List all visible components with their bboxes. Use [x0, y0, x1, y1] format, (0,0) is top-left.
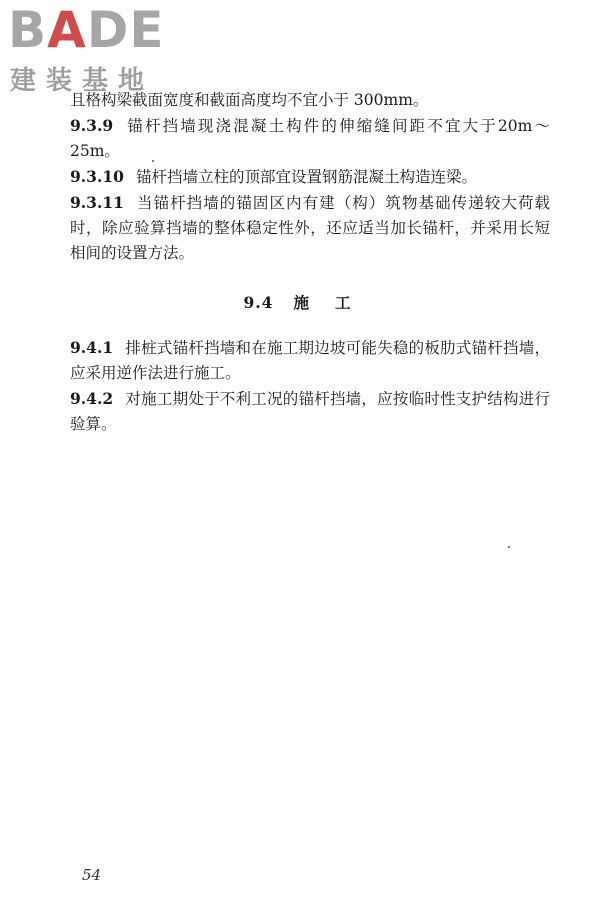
clause-number: 9.3.11 [70, 193, 124, 212]
watermark-brand-accent: A [47, 1, 87, 59]
clause-text: 锚杆挡墙立柱的顶部宜设置钢筋混凝土构造连梁。 [135, 168, 477, 186]
clause-number: 9.3.9 [70, 116, 114, 135]
scan-speck [152, 160, 154, 162]
section-number: 9.4 [243, 293, 274, 312]
watermark-brand [8, 2, 165, 58]
clause-number: 9.4.2 [70, 389, 114, 408]
page-number: 54 [82, 866, 102, 884]
section-title: 施工 [293, 293, 377, 312]
clause-9-4-2 [70, 386, 550, 437]
clause-text: 对施工期处于不利工况的锚杆挡墙，应按临时性支护结构进行验算。 [70, 390, 550, 433]
clause-number: 9.4.1 [70, 338, 114, 357]
clause-9-3-11 [70, 190, 550, 266]
paragraph-continuation: 且格构梁截面宽度和截面高度均不宜小于 300mm。 [70, 91, 429, 109]
clause-text: 锚杆挡墙现浇混凝土构件的伸缩缝间距不宜大于20m～25m。 [70, 117, 550, 160]
watermark-brand-prefix: B [8, 1, 48, 59]
watermark-subtitle: 建装基地 [10, 66, 155, 96]
clause-9-3-10 [70, 164, 550, 190]
watermark-brand-suffix: DE [86, 1, 165, 59]
clause-text: 排桩式锚杆挡墙和在施工期边坡可能失稳的板肋式锚杆挡墙，应采用逆作法进行施工。 [70, 339, 550, 382]
document-body [70, 88, 550, 437]
clause-9-3-9 [70, 113, 550, 164]
section-heading [70, 291, 550, 313]
clause-number: 9.3.10 [70, 167, 124, 186]
watermark-logo [8, 2, 183, 97]
clause-text: 当锚杆挡墙的锚固区内有建（构）筑物基础传递较大荷载时，除应验算挡墙的整体稳定性外，还应适当加长锚杆，并采用长短相间的设置方法。 [70, 194, 550, 262]
scan-speck [508, 546, 510, 548]
clause-9-4-1 [70, 335, 550, 386]
